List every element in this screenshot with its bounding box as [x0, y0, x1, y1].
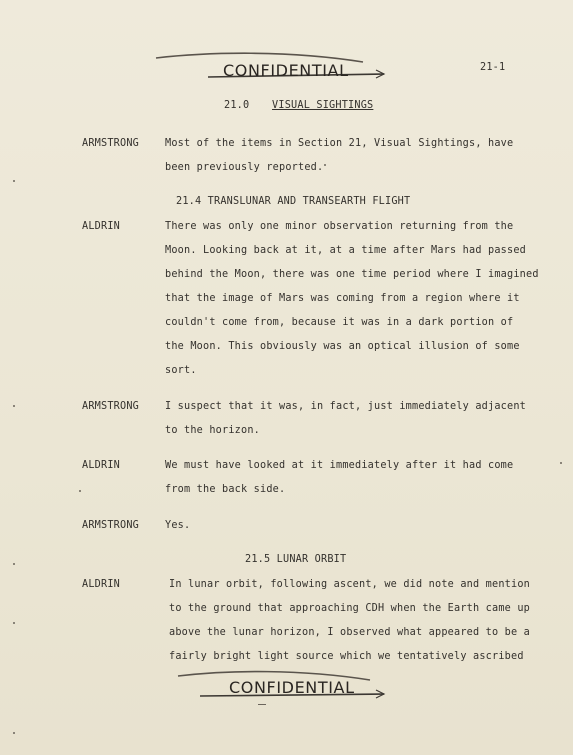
- section-title: VISUAL SIGHTINGS: [272, 100, 374, 111]
- section-number: 21.0: [224, 100, 250, 111]
- confidential-stamp-top-text: CONFIDENTIAL: [223, 61, 349, 80]
- dialogue-line: Yes.: [165, 520, 191, 531]
- footer-mark: [258, 704, 266, 705]
- dialogue-line: couldn't come from, because it was in a dark portion of: [165, 317, 514, 328]
- dialogue-line: In lunar orbit, following ascent, we did note and mention: [169, 579, 531, 590]
- dialogue-line: to the ground that approaching CDH when the Earth came up: [169, 603, 531, 614]
- paper-speck: [79, 490, 81, 492]
- speaker-label: ARMSTRONG: [82, 401, 140, 412]
- paper-speck: [13, 180, 15, 182]
- dialogue-line: Most of the items in Section 21, Visual Sightings, have: [165, 138, 514, 149]
- dialogue-line: above the lunar horizon, I observed what appeared to be a: [169, 627, 531, 638]
- confidential-stamp-bottom-text: CONFIDENTIAL: [229, 678, 355, 697]
- dialogue-line: been previously reported.: [165, 162, 324, 173]
- subsection-heading: 21.4 TRANSLUNAR AND TRANSEARTH FLIGHT: [176, 196, 411, 207]
- dialogue-line: Moon. Looking back at it, at a time after Mars had passed: [165, 245, 527, 256]
- paper-speck: [13, 563, 15, 565]
- dialogue-line: from the back side.: [165, 484, 286, 495]
- section-heading: [224, 100, 373, 111]
- confidential-stamp-top: [223, 61, 349, 80]
- dialogue-line: behind the Moon, there was one time period where I imagined: [165, 269, 539, 280]
- speaker-label: ALDRIN: [82, 460, 121, 471]
- dialogue-line: There was only one minor observation returning from the: [165, 221, 514, 232]
- subsection-heading: 21.5 LUNAR ORBIT: [245, 554, 347, 565]
- dialogue-line: We must have looked at it immediately after it had come: [165, 460, 514, 471]
- speaker-label: ALDRIN: [82, 579, 121, 590]
- speaker-label: ALDRIN: [82, 221, 121, 232]
- dialogue-line: to the horizon.: [165, 425, 261, 436]
- dialogue-line: fairly bright light source which we tentatively ascribed: [169, 651, 524, 662]
- dialogue-line: sort.: [165, 365, 197, 376]
- page-number: 21-1: [480, 62, 506, 73]
- paper-speck: [13, 405, 15, 407]
- paper-speck: [13, 622, 15, 624]
- confidential-stamp-bottom: [229, 678, 355, 697]
- dialogue-line: the Moon. This obviously was an optical illusion of some: [165, 341, 520, 352]
- paper-speck: [560, 462, 562, 464]
- dialogue-line: that the image of Mars was coming from a region where it: [165, 293, 520, 304]
- speaker-label: ARMSTRONG: [82, 138, 140, 149]
- speaker-label: ARMSTRONG: [82, 520, 140, 531]
- dialogue-line: I suspect that it was, in fact, just immediately adjacent: [165, 401, 527, 412]
- paper-speck: [13, 732, 15, 734]
- paper-speck: [324, 164, 326, 166]
